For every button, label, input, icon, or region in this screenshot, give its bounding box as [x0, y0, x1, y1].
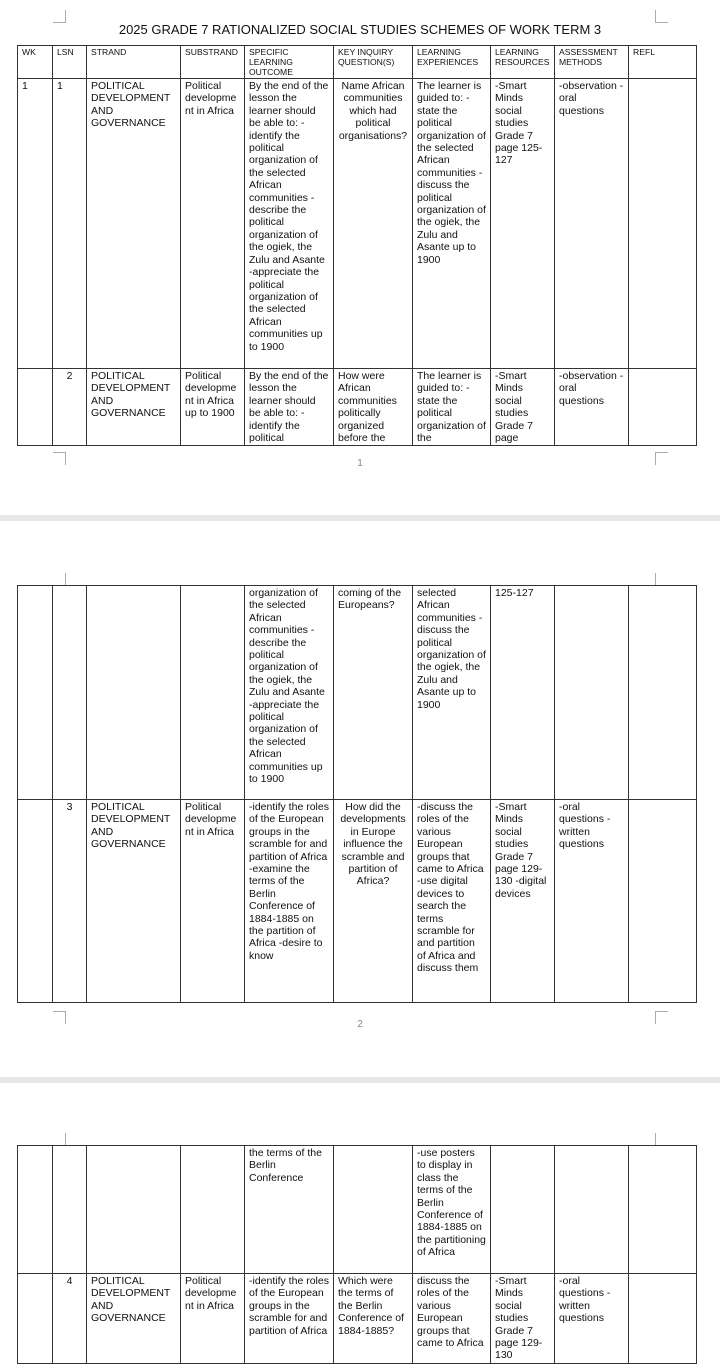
cell-week — [18, 369, 53, 446]
cell-learning-experiences: selected African communities -discuss the political organization of the ogiek, the Zulu and Asante up to 1900 — [413, 586, 491, 800]
cell-week: 1 — [18, 79, 53, 369]
cell-substrand — [181, 586, 245, 800]
scheme-table — [17, 585, 697, 1003]
scheme-table — [17, 1145, 697, 1364]
cell-reflection — [629, 1274, 697, 1364]
cell-learning-resources: 125-127 — [491, 586, 555, 800]
table-row — [18, 1146, 697, 1274]
cell-lesson: 4 — [53, 1274, 87, 1364]
cell-specific-learning-outcome: -identify the roles of the European groups in the scramble for and partition of Africa -examine the terms of the Berlin Conference of 1884-1885 on the partition of Africa -desire to know — [245, 800, 334, 1003]
cell-learning-experiences: -use posters to display in class the terms of the Berlin Conference of 1884-1885 on the partitioning of Africa — [413, 1146, 491, 1274]
cell-key-inquiry-question: Name African communities which had political organisations? — [334, 79, 413, 369]
cell-learning-experiences: The learner is guided to: -state the political organization of the selected African communities -discuss the political organization of the ogiek, the Zulu and Asante up to 1900 — [413, 79, 491, 369]
table-row — [18, 800, 697, 1003]
cell-week — [18, 800, 53, 1003]
header-learning-experiences: LEARNING EXPERIENCES — [413, 46, 491, 79]
cell-reflection — [629, 1146, 697, 1274]
cell-learning-resources: -Smart Minds social studies Grade 7 page 129-130 -digital devices — [491, 800, 555, 1003]
header-wk: WK — [18, 46, 53, 79]
cell-reflection — [629, 369, 697, 446]
cell-substrand: Political development in Africa — [181, 1274, 245, 1364]
cell-learning-resources — [491, 1146, 555, 1274]
cell-specific-learning-outcome: By the end of the lesson the learner should be able to: -identify the political organization of the selected African communities -describe the political organization of the ogiek, the Zulu and Asante -appreciate the political organization of the selected African communities up to 1900 — [245, 79, 334, 369]
cell-learning-experiences: -discuss the roles of the various European groups that came to Africa -use digital devices to search the terms scramble for and partition of Africa and discuss them — [413, 800, 491, 1003]
table-row — [18, 586, 697, 800]
header-specific-learning-outcome: SPECIFIC LEARNING OUTCOME — [245, 46, 334, 79]
table-row — [18, 79, 697, 369]
cell-assessment-methods: -oral questions -written questions — [555, 1274, 629, 1364]
cell-substrand: Political development in Africa up to 1900 — [181, 369, 245, 446]
cell-week — [18, 1274, 53, 1364]
cell-key-inquiry-question — [334, 1146, 413, 1274]
table-header-row — [18, 46, 697, 79]
cell-key-inquiry-question: coming of the Europeans? — [334, 586, 413, 800]
cell-lesson: 3 — [53, 800, 87, 1003]
document-page-2 — [0, 521, 720, 1077]
header-substrand: SUBSTRAND — [181, 46, 245, 79]
header-strand: STRAND — [87, 46, 181, 79]
header-lsn: LSN — [53, 46, 87, 79]
cell-learning-resources: -Smart Minds social studies Grade 7 page — [491, 369, 555, 446]
cell-substrand: Political development in Africa — [181, 79, 245, 369]
cell-strand: POLITICAL DEVELOPMENT AND GOVERNANCE — [87, 369, 181, 446]
cell-learning-resources: -Smart Minds social studies Grade 7 page 129-130 — [491, 1274, 555, 1364]
table-row — [18, 369, 697, 446]
cell-reflection — [629, 79, 697, 369]
cell-strand: POLITICAL DEVELOPMENT AND GOVERNANCE — [87, 79, 181, 369]
cell-strand — [87, 586, 181, 800]
header-learning-resources: LEARNING RESOURCES — [491, 46, 555, 79]
page-number: 2 — [357, 1019, 363, 1030]
cell-specific-learning-outcome: -identify the roles of the European groups in the scramble for and partition of Africa — [245, 1274, 334, 1364]
cell-assessment-methods: -observation -oral questions — [555, 79, 629, 369]
cell-key-inquiry-question: How did the developments in Europe influence the scramble and partition of Africa? — [334, 800, 413, 1003]
header-key-inquiry-question: KEY INQUIRY QUESTION(S) — [334, 46, 413, 79]
cell-key-inquiry-question: How were African communities politically organized before the — [334, 369, 413, 446]
cell-assessment-methods: -oral questions -written questions — [555, 800, 629, 1003]
cell-assessment-methods — [555, 586, 629, 800]
cell-specific-learning-outcome: organization of the selected African communities -describe the political organization of the ogiek, the Zulu and Asante -appreciate the political organization of the selected African communities up to 1900 — [245, 586, 334, 800]
cell-strand: POLITICAL DEVELOPMENT AND GOVERNANCE — [87, 1274, 181, 1364]
cell-lesson — [53, 1146, 87, 1274]
cell-assessment-methods — [555, 1146, 629, 1274]
cell-key-inquiry-question: Which were the terms of the Berlin Conference of 1884-1885? — [334, 1274, 413, 1364]
document-page-1 — [0, 0, 720, 515]
document-page-3 — [0, 1083, 720, 1365]
document-title: 2025 GRADE 7 RATIONALIZED SOCIAL STUDIES SCHEMES OF WORK TERM 3 — [118, 22, 602, 37]
cell-learning-experiences: The learner is guided to: -state the political organization of the — [413, 369, 491, 446]
cell-substrand: Political development in Africa — [181, 800, 245, 1003]
cell-specific-learning-outcome: By the end of the lesson the learner should be able to: -identify the political — [245, 369, 334, 446]
cell-assessment-methods: -observation -oral questions — [555, 369, 629, 446]
cell-learning-experiences: discuss the roles of the various European groups that came to Africa — [413, 1274, 491, 1364]
cell-strand — [87, 1146, 181, 1274]
header-assessment-methods: ASSESSMENT METHODS — [555, 46, 629, 79]
cell-specific-learning-outcome: the terms of the Berlin Conference — [245, 1146, 334, 1274]
cell-week — [18, 586, 53, 800]
cell-substrand — [181, 1146, 245, 1274]
cell-lesson — [53, 586, 87, 800]
scheme-table — [17, 45, 697, 446]
cell-lesson: 1 — [53, 79, 87, 369]
cell-strand: POLITICAL DEVELOPMENT AND GOVERNANCE — [87, 800, 181, 1003]
cell-lesson: 2 — [53, 369, 87, 446]
cell-reflection — [629, 800, 697, 1003]
page-number: 1 — [357, 458, 363, 469]
cell-reflection — [629, 586, 697, 800]
table-row — [18, 1274, 697, 1364]
cell-learning-resources: -Smart Minds social studies Grade 7 page 125-127 — [491, 79, 555, 369]
cell-week — [18, 1146, 53, 1274]
header-reflection: REFL — [629, 46, 697, 79]
